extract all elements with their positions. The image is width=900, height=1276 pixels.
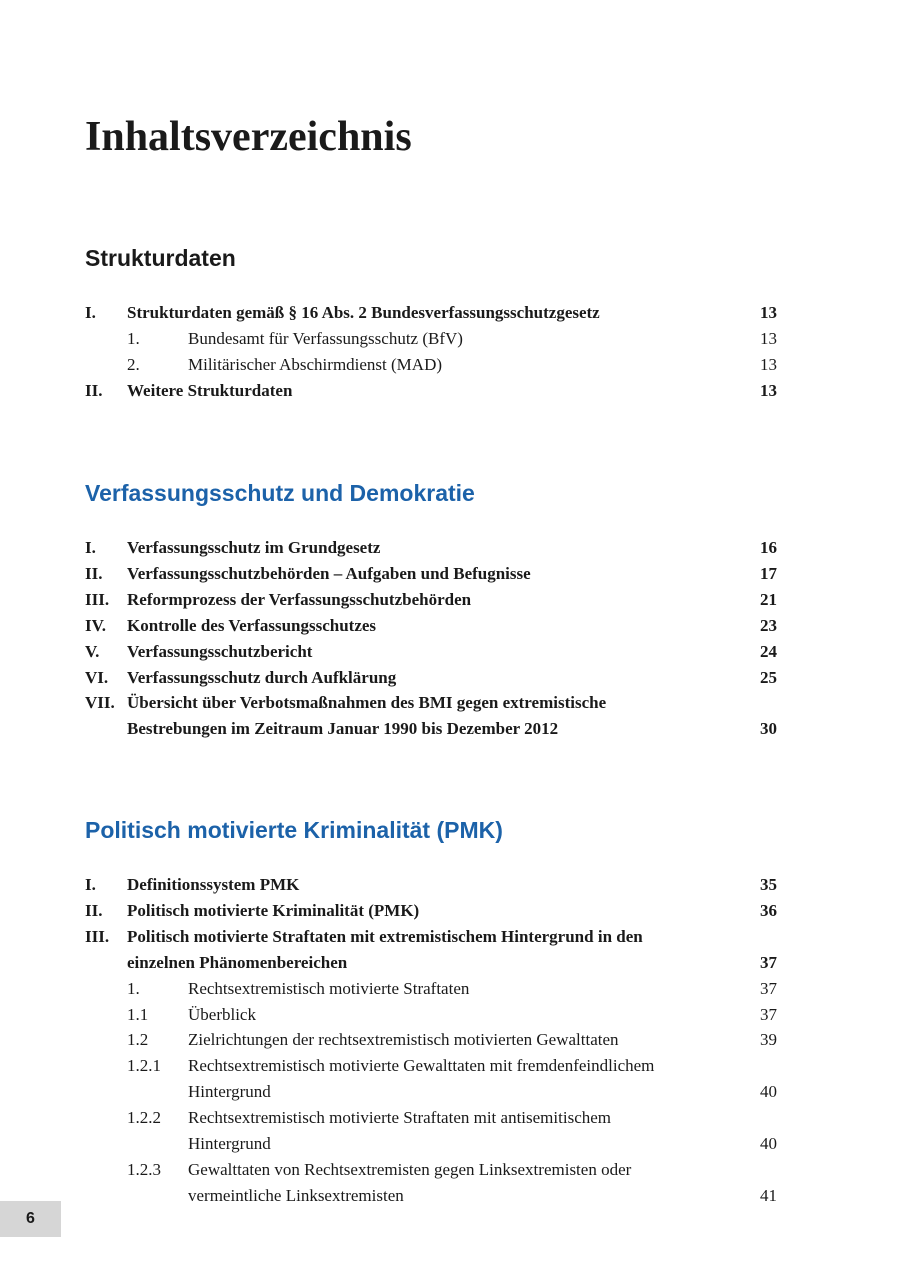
toc-entry-page: 16 — [760, 538, 777, 557]
toc-subentry-title — [188, 1053, 737, 1105]
toc-entry-list — [85, 300, 777, 404]
toc-entry-title-line: Politisch motivierte Kriminalität (PMK) — [127, 900, 420, 920]
toc-entry-title — [127, 665, 737, 691]
toc-entry-title-line: Politisch motivierte Straftaten mit extremistischem Hintergrund in den — [127, 926, 643, 946]
toc-subentry-title-line: Zielrichtungen der rechtsextremistisch motivierten Gewalttaten — [188, 1030, 619, 1050]
toc-subentry-title-line: Bundesamt für Verfassungsschutz (BfV) — [188, 328, 463, 348]
toc-entry-title-line: Verfassungsschutzbericht — [127, 641, 313, 661]
toc-entry-number: IV. — [85, 615, 106, 635]
toc-entry — [85, 378, 777, 404]
toc-entry-number: I. — [85, 875, 96, 894]
toc-subentry-title-line: vermeintliche Linksextremisten — [188, 1185, 404, 1205]
toc-subentry-title-line: Militärischer Abschirmdienst (MAD) — [188, 354, 443, 374]
toc-entry-title-line: Definitionssystem PMK — [127, 875, 300, 894]
toc-subentry — [85, 326, 777, 352]
toc-section-strukturdaten — [85, 243, 777, 404]
toc-subentry-number: 1.2.3 — [127, 1159, 161, 1179]
toc-subentry-page: 37 — [760, 1004, 777, 1024]
toc-entry-number: III. — [85, 589, 110, 609]
toc-subentry-title-line: Rechtsextremistisch motivierte Gewalttaten mit fremdenfeindlichem — [188, 1056, 655, 1076]
toc-entry-title-line: Weitere Strukturdaten — [127, 380, 293, 400]
toc-entry-title-line: Kontrolle des Verfassungsschutzes — [127, 615, 377, 635]
toc-subentry-title — [188, 1002, 737, 1028]
toc-entry-page: 36 — [760, 900, 777, 920]
toc-entry-number: VI. — [85, 667, 109, 687]
toc-entry-title — [127, 300, 737, 326]
toc-entry — [85, 587, 777, 613]
page-number: 6 — [0, 1201, 61, 1237]
toc-subentry — [85, 352, 777, 378]
toc-subentry — [85, 976, 777, 1002]
toc-entry-title — [127, 872, 737, 898]
toc-entry-page: 23 — [760, 615, 777, 635]
toc-entry-page: 30 — [760, 719, 777, 739]
toc-section-pmk — [85, 815, 777, 1209]
toc-entry-number: VII. — [85, 693, 115, 713]
toc-entry-title — [127, 378, 737, 404]
toc-subentry-page: 41 — [760, 1185, 777, 1205]
toc-entry-number: II. — [85, 563, 103, 583]
toc-entry-title-line: Übersicht über Verbotsmaßnahmen des BMI gegen extremistische — [127, 693, 607, 713]
toc-subentry-number: 1. — [127, 978, 140, 998]
toc-entry-page: 13 — [760, 380, 777, 400]
section-heading: Strukturdaten — [85, 245, 236, 271]
toc-subentry-number: 1.2 — [127, 1030, 149, 1050]
page-title: Inhaltsverzeichnis — [85, 114, 412, 160]
toc-subentry-page: 37 — [760, 978, 777, 998]
toc-entry — [85, 639, 777, 665]
toc-entry-number: I. — [85, 538, 96, 557]
toc-subentry — [85, 1027, 777, 1053]
toc-entry-page: 17 — [760, 563, 777, 583]
toc-entry-page: 25 — [760, 667, 777, 687]
toc-subentry-number: 1.1 — [127, 1004, 149, 1024]
toc-subentry — [85, 1053, 777, 1105]
toc-entry-title — [127, 924, 737, 976]
toc-entry-title-line: Verfassungsschutz im Grundgesetz — [127, 538, 381, 557]
toc-subentry — [85, 1002, 777, 1028]
toc-subentry-title — [188, 1157, 737, 1209]
toc-subentry-number: 1.2.1 — [127, 1056, 161, 1076]
toc-entry-title-line: Reformprozess der Verfassungsschutzbehörden — [127, 589, 472, 609]
toc-entry — [85, 924, 777, 976]
toc-entry-number: II. — [85, 900, 103, 920]
toc-entry-list — [85, 872, 777, 1209]
toc-entry-number: V. — [85, 641, 100, 661]
toc-section-verfassungsschutz — [85, 478, 777, 742]
toc-subentry-title-line: Rechtsextremistisch motivierte Straftaten mit antisemitischem — [188, 1108, 612, 1128]
toc-subentry-page: 40 — [760, 1082, 777, 1102]
toc-subentry-title-line: Überblick — [188, 1004, 256, 1024]
toc-subentry-title — [188, 352, 737, 378]
toc-entry — [85, 872, 777, 898]
toc-entry-title — [127, 613, 737, 639]
toc-entry — [85, 300, 777, 326]
toc-subentry-number: 2. — [127, 354, 140, 374]
toc-entry-title-line: einzelnen Phänomenbereichen — [127, 952, 348, 972]
toc-subentry-title-line: Rechtsextremistisch motivierte Straftaten — [188, 978, 470, 998]
toc-entry-page: 24 — [760, 641, 777, 661]
toc-entry-title — [127, 587, 737, 613]
toc-entry-title — [127, 561, 737, 587]
toc-entry — [85, 535, 777, 561]
toc-subentry-number: 1. — [127, 328, 140, 348]
toc-subentry-page: 13 — [760, 354, 777, 374]
toc-subentry-title — [188, 1105, 737, 1157]
section-heading: Verfassungsschutz und Demokratie — [85, 480, 475, 506]
toc-entry-number: II. — [85, 380, 103, 400]
toc-entry — [85, 561, 777, 587]
toc-entry-title-line: Strukturdaten gemäß § 16 Abs. 2 Bundesverfassungsschutzgesetz — [127, 303, 600, 322]
toc-subentry-title-line: Hintergrund — [188, 1134, 271, 1154]
toc-subentry-title — [188, 1027, 737, 1053]
toc-entry — [85, 613, 777, 639]
toc-entry-number: III. — [85, 926, 110, 946]
toc-subentry-title-line: Gewalttaten von Rechtsextremisten gegen Linksextremisten oder — [188, 1159, 632, 1179]
toc-entry-title — [127, 690, 737, 742]
toc-entry-title — [127, 535, 737, 561]
toc-entry-number: I. — [85, 303, 96, 322]
toc-subentry-title-line: Hintergrund — [188, 1082, 271, 1102]
toc-subentry-page: 40 — [760, 1134, 777, 1154]
toc-entry-title-line: Verfassungsschutz durch Aufklärung — [127, 667, 397, 687]
toc-entry-page: 13 — [760, 303, 777, 322]
section-heading: Politisch motivierte Kriminalität (PMK) — [85, 817, 503, 843]
toc-subentry-title — [188, 976, 737, 1002]
toc-entry — [85, 665, 777, 691]
toc-entry-title — [127, 898, 737, 924]
toc-entry-page: 35 — [760, 875, 777, 894]
toc-subentry-title — [188, 326, 737, 352]
toc-entry-list — [85, 535, 777, 742]
toc-subentry-page: 13 — [760, 328, 777, 348]
toc-entry-title-line: Verfassungsschutzbehörden – Aufgaben und Befugnisse — [127, 563, 531, 583]
toc-entry — [85, 690, 777, 742]
toc-subentry-number: 1.2.2 — [127, 1108, 161, 1128]
toc-entry-page: 21 — [760, 589, 777, 609]
toc-subentry — [85, 1105, 777, 1157]
toc-subentry — [85, 1157, 777, 1209]
toc-entry-title-line: Bestrebungen im Zeitraum Januar 1990 bis Dezember 2012 — [127, 719, 559, 739]
toc-entry — [85, 898, 777, 924]
toc-entry-title — [127, 639, 737, 665]
toc-subentry-page: 39 — [760, 1030, 777, 1050]
toc-entry-page: 37 — [760, 952, 777, 972]
